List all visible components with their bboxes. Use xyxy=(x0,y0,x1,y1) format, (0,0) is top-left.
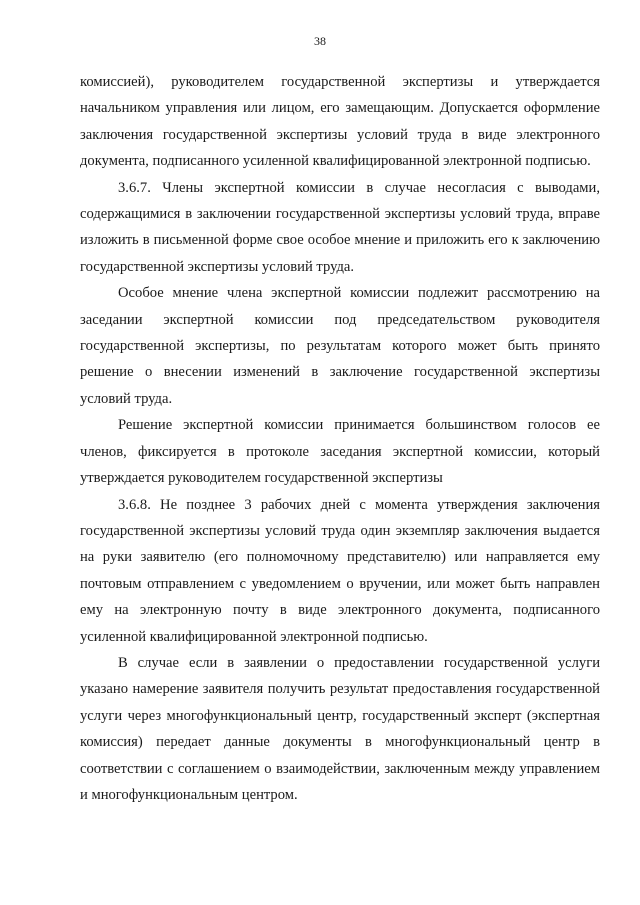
document-body xyxy=(80,69,600,808)
paragraph-mfc-transfer: В случае если в заявлении о предоставлении государственной услуги указано намерение заявителя получить результат предоставления государственной услуги через многофункциональный центр, государственный эксперт (экспертная комиссия) передает данные документы в многофункциональный центр в соответствии с соглашением о взаимодействии, заключенным между управлением и многофункциональным центром. xyxy=(80,654,600,803)
page-number: 38 xyxy=(314,34,326,48)
paragraph-special-opinion: Особое мнение члена экспертной комиссии подлежит рассмотрению на заседании экспертной комиссии под председательством руководителя государственной экспертизы, по результатам которого может быть принято решение о внесении изменений в заключение государственной экспертизы условий труда. xyxy=(80,285,600,407)
paragraph-continuation: комиссией), руководителем государственной экспертизы и утверждается начальником управления или лицом, его замещающим. Допускается оформление заключения государственной экспертизы условий труда в виде электронного документа, подписанного усиленной квалифицированной электронной подписью. xyxy=(80,74,600,170)
paragraph-commission-decision: Решение экспертной комиссии принимается большинством голосов ее членов, фиксируется в протоколе заседания экспертной комиссии, который утверждается руководителем государственной экспертизы xyxy=(80,417,600,487)
paragraph-3-6-7: 3.6.7. Члены экспертной комиссии в случае несогласия с выводами, содержащимися в заключении государственной экспертизы условий труда, вправе изложить в письменной форме свое особое мнение и приложить его к заключению государственной экспертизы условий труда. xyxy=(80,179,600,275)
paragraph-3-6-8: 3.6.8. Не позднее 3 рабочих дней с момента утверждения заключения государственной экспертизы условий труда один экземпляр заключения выдается на руки заявителю (его полномочному представителю) или направляется ему почтовым отправлением с уведомлением о вручении, или может быть направлен ему на электронную почту в виде электронного документа, подписанного усиленной квалифицированной электронной подписью. xyxy=(80,496,600,645)
